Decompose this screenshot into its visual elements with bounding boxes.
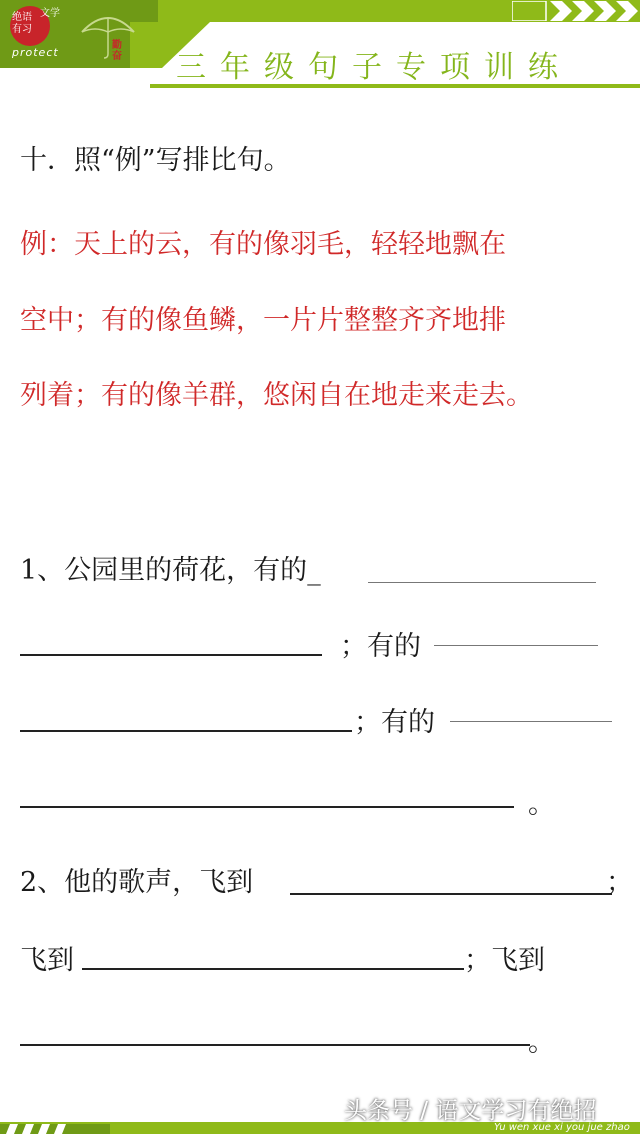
q1-line-1 [20, 548, 321, 587]
q1-line-4: 。 [528, 789, 555, 820]
q1-prompt: 1、公园里的荷花，有的 [20, 555, 308, 586]
q2-blank-1[interactable] [290, 893, 612, 895]
example-line-1: 例：天上的云，有的像羽毛，轻轻地飘在 [20, 229, 506, 260]
logo-side-text: 文学 [40, 8, 60, 19]
q1-blank-3[interactable] [434, 645, 598, 646]
q2-line-1: 2、他的歌声，飞到 [20, 867, 254, 898]
q1-underscore: _ [307, 555, 321, 586]
protect-label: protect [12, 46, 59, 59]
q1-line-2: ；有的 [340, 631, 421, 662]
q1-blank-2[interactable] [20, 654, 322, 656]
umbrella-icon [78, 8, 138, 60]
q2-line-2a: 飞到 [20, 945, 74, 976]
q1-blank-1[interactable] [368, 582, 596, 583]
logo-line-2: 有习 [12, 24, 32, 35]
q1-blank-6[interactable] [20, 806, 514, 808]
q1-line-3: ；有的 [354, 707, 435, 738]
q2-line-2b: ；飞到 [464, 945, 545, 976]
chevron-decoration-icon [512, 1, 638, 21]
q2-blank-3[interactable] [20, 1044, 530, 1046]
footer-chevrons-icon [0, 1124, 110, 1134]
footer-pinyin: Yu wen xue xi you jue zhao [494, 1122, 630, 1133]
q2-line-1-end: ； [606, 867, 633, 898]
q2-line-3: 。 [528, 1027, 555, 1058]
example-line-3: 列着；有的像羊群，悠闲自在地走来走去。 [20, 380, 533, 411]
badge-text: 勤奋 [112, 40, 122, 62]
q1-blank-5[interactable] [450, 721, 612, 722]
q2-blank-2[interactable] [82, 968, 464, 970]
logo-line-1: 绝语 [12, 12, 32, 23]
watermark: 头条号 / 语文学习有绝招 [344, 1098, 597, 1124]
q1-blank-4[interactable] [20, 730, 352, 732]
page-title: 三年级句子专项训练 [176, 50, 572, 85]
section-heading: 十．照“例”写排比句。 [20, 145, 291, 176]
example-line-2: 空中；有的像鱼鳞，一片片整整齐齐地排 [20, 305, 506, 336]
